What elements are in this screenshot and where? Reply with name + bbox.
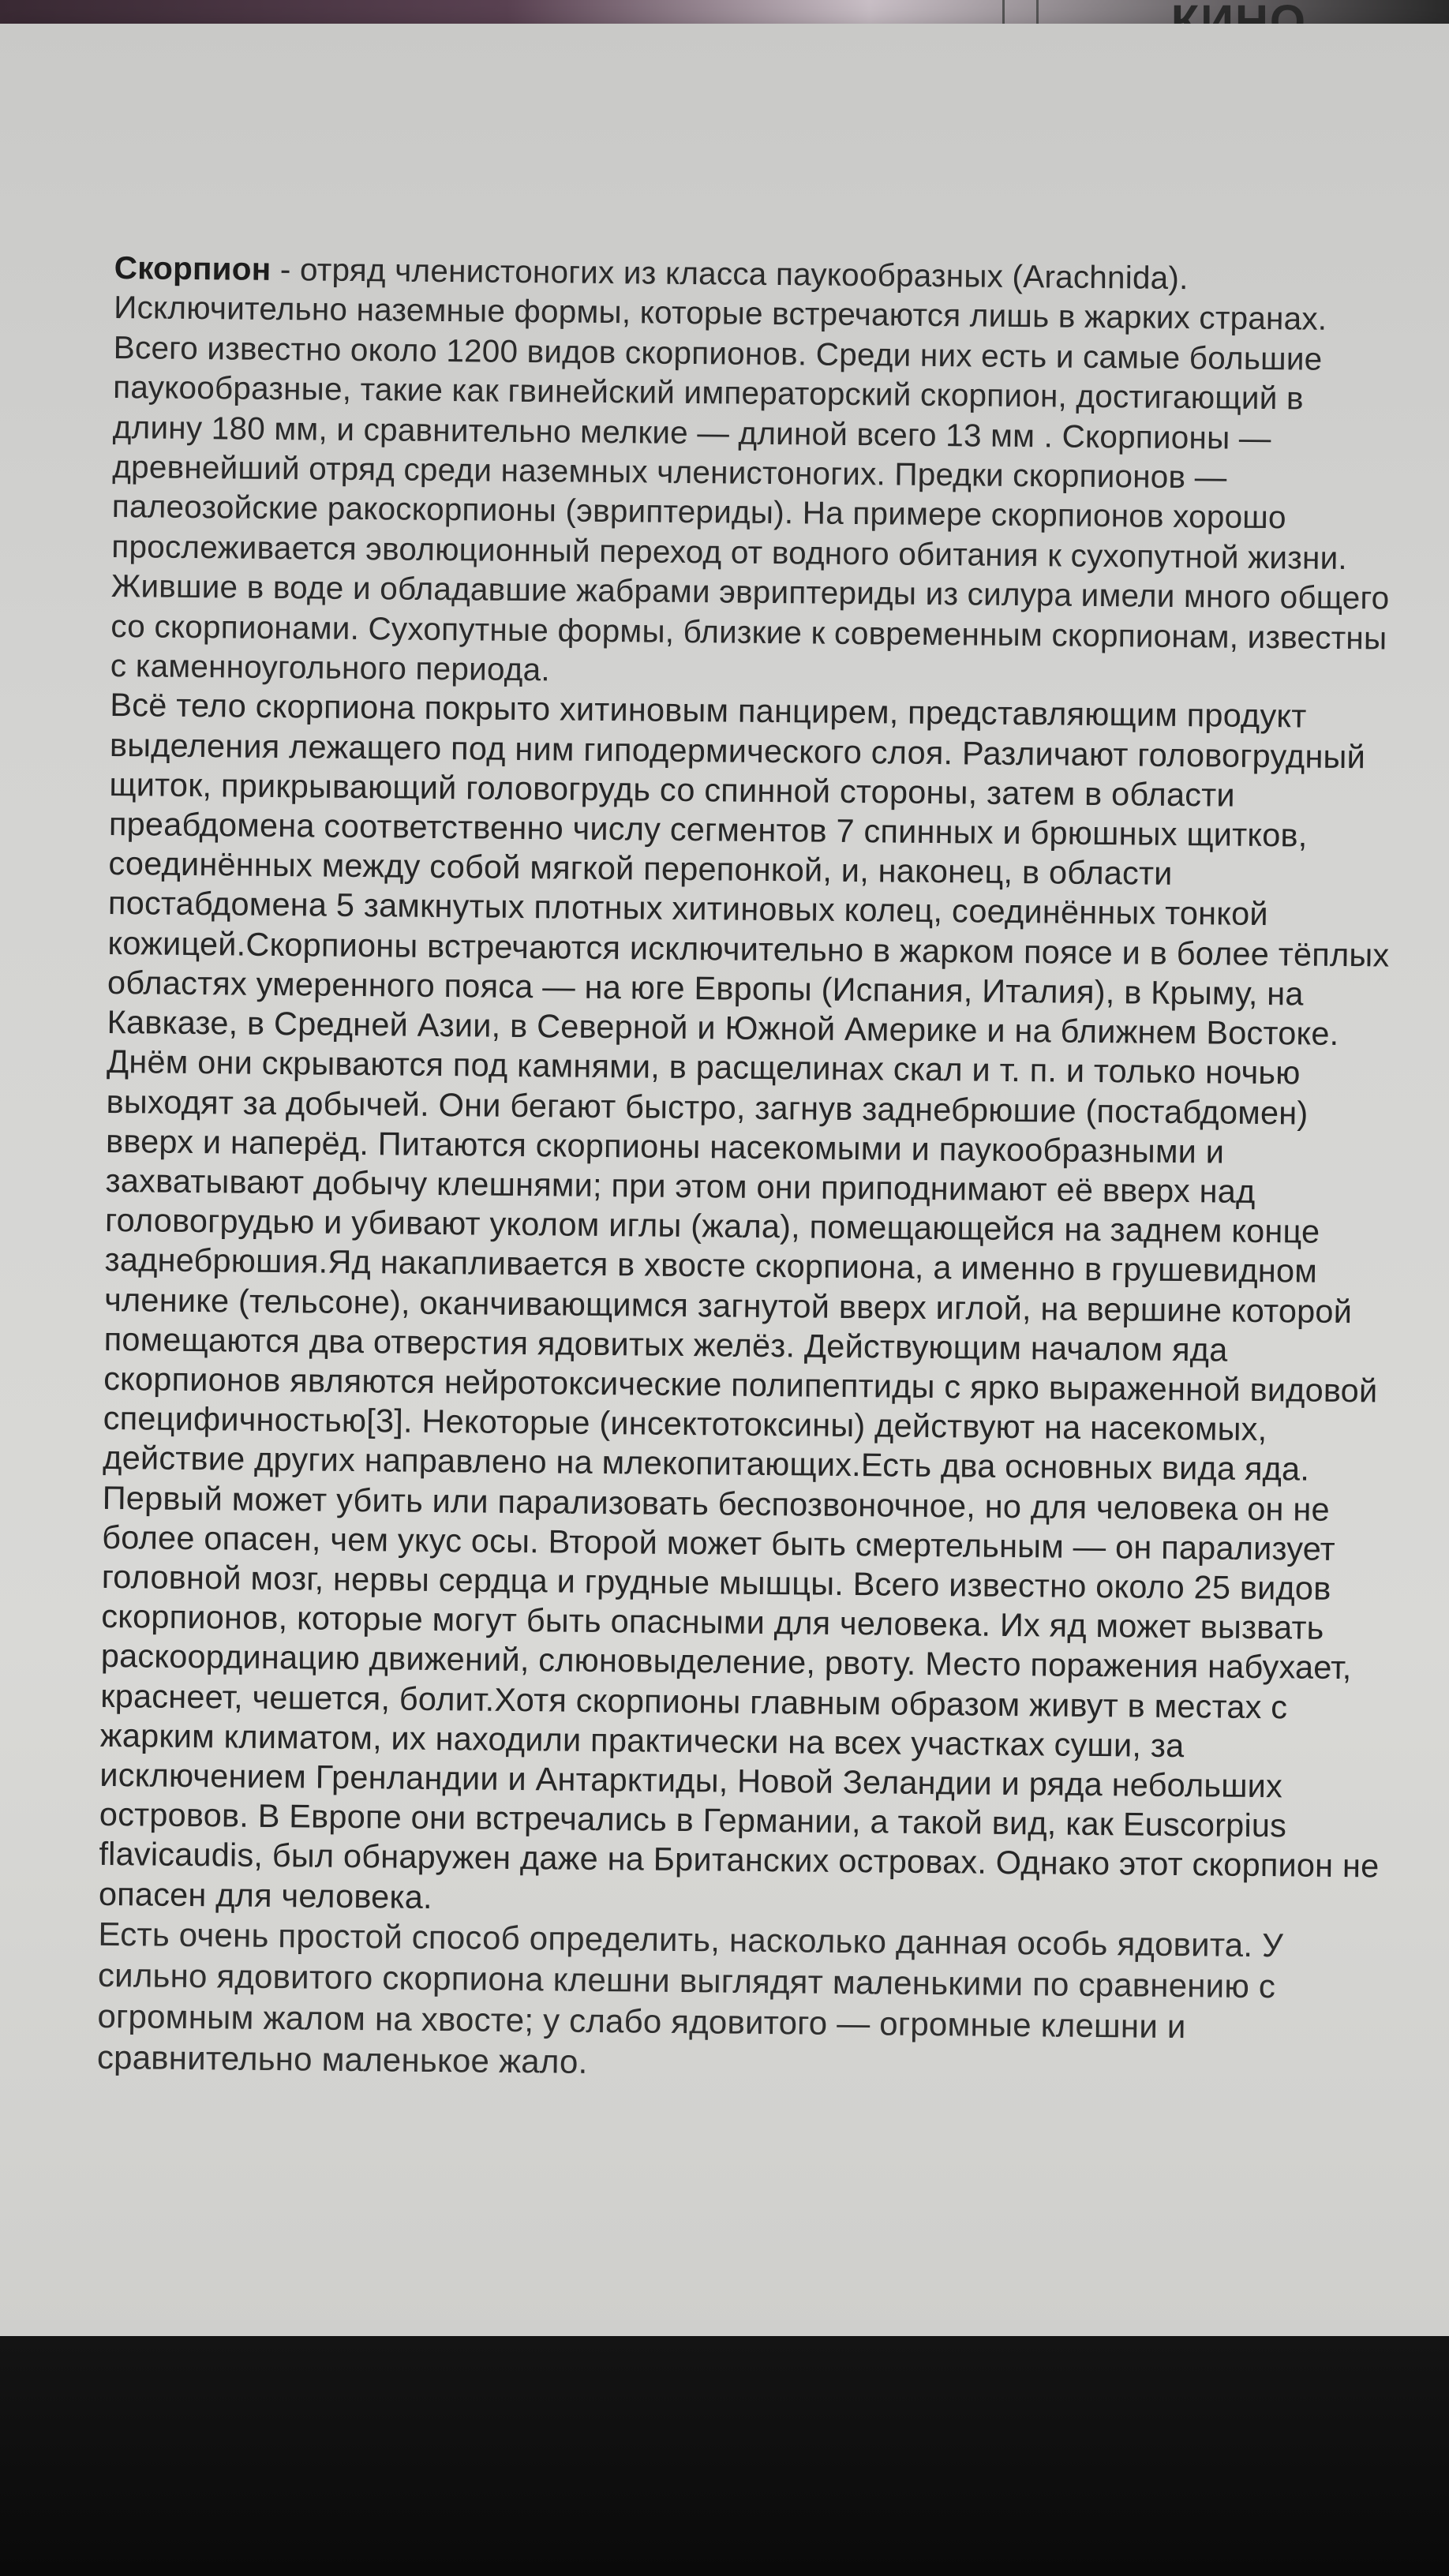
paper-sheet xyxy=(0,24,1449,2336)
dark-surface xyxy=(0,2336,1449,2576)
document-body xyxy=(97,248,1401,2090)
background-object xyxy=(1002,0,1039,26)
paragraph-1-text: - отряд членистоногих из класса паукообразных (Arachnida). Исключительно наземные формы, которые встречаются лишь в жарких странах. Всего известно около 1200 видов скорпионов. Среди них есть и самые большие паукообразные, такие как гвинейский императорский скорпион, достигающий в длину 180 мм, и сравнительно мелкие — длиной всего 13 мм . Скорпионы — древнейший отряд среди наземных членистоногих. Предки скорпионов — палеозойские ракоскорпионы (эвриптериды). На примере скорпионов хорошо прослеживается эволюционный переход от водного обитания к сухопутной жизни. Жившие в воде и обладавшие жабрами эвриптериды из силура имели много общего со скорпионами. Сухопутные формы, близкие к современным скорпионам, известны с каменноугольного периода. xyxy=(110,250,1390,688)
term-heading: Скорпион xyxy=(114,249,271,287)
paragraph-3: Есть очень простой способ определить, насколько данная особь ядовита. У сильно ядовитого скорпиона клешни выглядят маленькими по сравнению с огромным жалом на хвосте; у слабо ядовитого — огромные клешни и сравнительно маленькое жало. xyxy=(96,1915,1284,2080)
paragraph-1 xyxy=(110,248,1401,698)
paragraph-2: Всё тело скорпиона покрыто хитиновым панцирем, представляющим продукт выделения лежащего под ним гиподермического слоя. Различают головогрудный щиток, прикрывающий головогрудь со спинной стороны, затем в области преабдомена соответственно числу сегментов 7 спинных и брюшных щитков, соединённых между собой мягкой перепонкой, и, наконец, в области постабдомена 5 замкнутых плотных хитиновых колец, соединённых тонкой кожицей.Скорпионы встречаются исключительно в жарком поясе и в более тёплых областях умеренного пояса — на юге Европы (Испания, Италия), в Крыму, на Кавказе, в Средней Азии, в Северной и Южной Америке и на ближнем Востоке. Днём они скрываются под камнями, в расщелинах скал и т. п. и только ночью выходят за добычей. Они бегают быстро, загнув заднебрюшие (постабдомен) вверх и наперёд. Питаются скорпионы насекомыми и паукообразными и захватывают добычу клешнями; при этом они приподнимают её вверх над головогрудью и убивают уколом иглы (жала), помещающейся на заднем конце заднебрюшия.Яд накапливается в хвосте скорпиона, а именно в грушевидном членике (тельсоне), оканчивающимся загнутой вверх иглой, на вершине которой помещаются два отверстия ядовитых желёз. Действующим началом яда скорпионов являются нейротоксические полипептиды с ярко выраженной видовой специфичностью[3]. Некоторые (инсектотоксины) действуют на насекомых, действие других направлено на млекопитающих.Есть два основных вида яда. Первый может убить или парализовать беспозвоночное, но для человека он не более опасен, чем укус осы. Второй может быть смертельным — он парализует головной мозг, нервы сердца и грудные мышцы. Всего известно около 25 видов скорпионов, которые могут быть опасными для человека. Их яд может вызвать раскоординацию движений, слюновыделение, рвоту. Место поражения набухает, краснеет, чешется, болит.Хотя скорпионы главным образом живут в местах с жарким климатом, их находили практически на всех участках суши, за исключением Гренландии и Антарктиды, Новой Зеландии и ряда небольших островов. В Европе они встречались в Германии, а такой вид, как Euscorpius flavicaudis, был обнаружен даже на Британских островах. Однако этот скорпион не опасен для человека. xyxy=(98,686,1390,1915)
